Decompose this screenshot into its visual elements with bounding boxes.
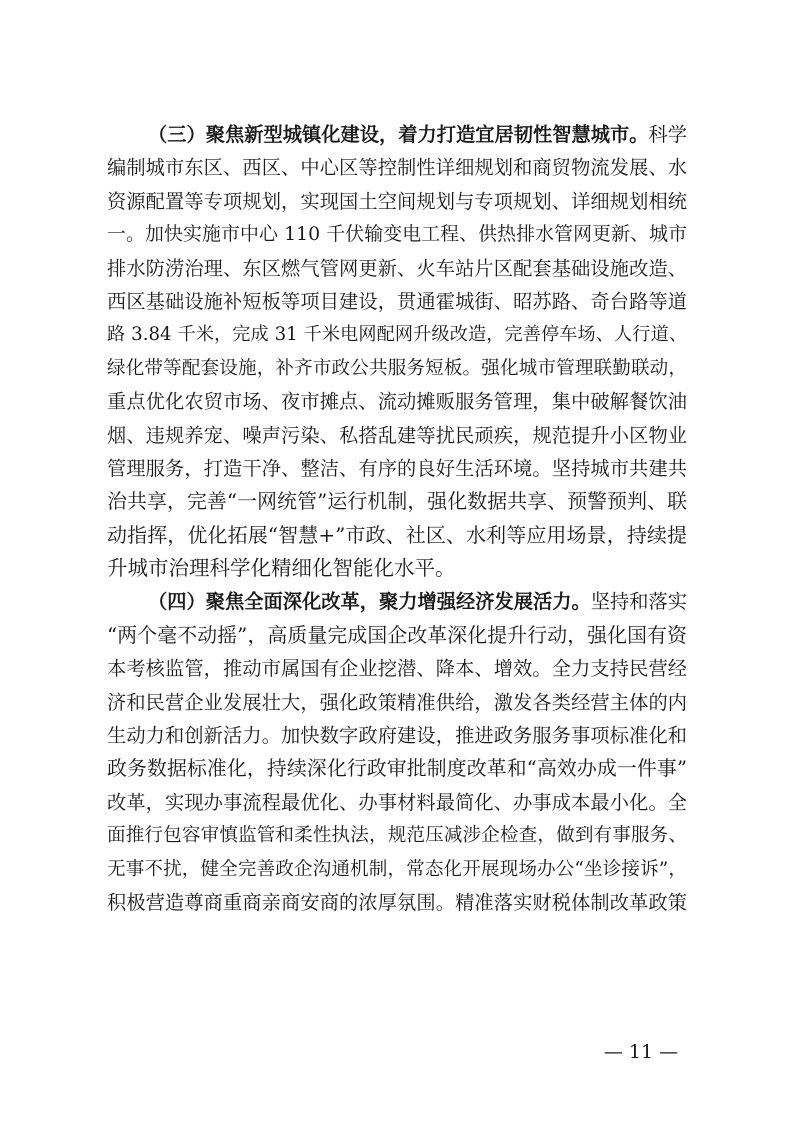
text-line: “两个毫不动摇”，高质量完成国企改革深化提升行动，强化国有资 xyxy=(107,623,687,647)
text-line: 动指挥，优化拓展“智慧+”市政、社区、水利等应用场景，持续提 xyxy=(107,522,687,547)
section-heading: （三）聚焦新型城镇化建设，着力打造宜居韧性智慧城市。 xyxy=(148,123,649,146)
text-line: 路 3.84 千米，完成 31 千米电网配网升级改造，完善停车场、人行道、 xyxy=(107,324,687,346)
text-line: 重点优化农贸市场、夜市摊点、流动摊贩服务管理，集中破解餐饮油 xyxy=(107,390,687,414)
paragraph-first-line xyxy=(107,118,687,151)
text-line: 积极营造尊商重商亲商安商的浓厚氛围。精准落实财税体制改革政策 xyxy=(107,890,687,914)
first-line-text: 坚持和落实 xyxy=(590,590,688,614)
text-line: 管理服务，打造干净、整洁、有序的良好生活环境。坚持城市共建共 xyxy=(107,456,687,480)
section-heading: （四）聚焦全面深化改革，聚力增强经济发展活力。 xyxy=(148,590,591,614)
paragraph-first-line xyxy=(107,585,687,618)
text-line: 资源配置等专项规划，实现国土空间规划与专项规划、详细规划相统 xyxy=(107,189,687,213)
text-line: 升城市治理科学化精细化智能化水平。 xyxy=(107,556,456,581)
text-line: 西区基础设施补短板等项目建设，贯通霍城街、昭苏路、奇台路等道 xyxy=(107,289,687,313)
paragraph-section-three xyxy=(107,118,687,585)
text-line: 生动力和创新活力。加快数字政府建设，推进政务服务事项标准化和 xyxy=(107,724,687,748)
text-line: 改革，实现办事流程最优化、办事材料最简化、办事成本最小化。全 xyxy=(107,790,687,814)
text-line: 无事不扰，健全完善政企沟通机制，常态化开展现场办公“坐诊接诉”， xyxy=(107,858,687,880)
text-line: 绿化带等配套设施，补齐市政公共服务短板。强化城市管理联勤联动， xyxy=(107,357,687,379)
text-line: 济和民营企业发展壮大，强化政策精准供给，激发各类经营主体的内 xyxy=(107,690,687,714)
paragraph-section-four xyxy=(107,585,687,919)
text-line: 编制城市东区、西区、中心区等控制性详细规划和商贸物流发展、水 xyxy=(107,156,687,180)
page-number: — 11 — xyxy=(603,1041,679,1063)
text-line: 一。加快实施市中心 110 千伏输变电工程、供热排水管网更新、城市 xyxy=(107,223,687,246)
text-line: 烟、违规养宠、噪声污染、私搭乱建等扰民顽疾，规范提升小区物业 xyxy=(107,423,687,447)
text-line: 面推行包容审慎监管和柔性执法，规范压减涉企检查，做到有事服务、 xyxy=(107,825,687,847)
text-line: 治共享，完善“一网统管”运行机制，强化数据共享、预警预判、联 xyxy=(107,490,687,514)
text-line: 排水防涝治理、东区燃气管网更新、火车站片区配套基础设施改造、 xyxy=(107,256,687,280)
text-line: 本考核监管，推动市属国有企业挖潜、降本、增效。全力支持民营经 xyxy=(107,657,687,681)
first-line-text: 科学 xyxy=(648,123,688,146)
document-body xyxy=(107,118,687,919)
text-line: 政务数据标准化，持续深化行政审批制度改革和“高效办成一件事” xyxy=(107,757,687,781)
